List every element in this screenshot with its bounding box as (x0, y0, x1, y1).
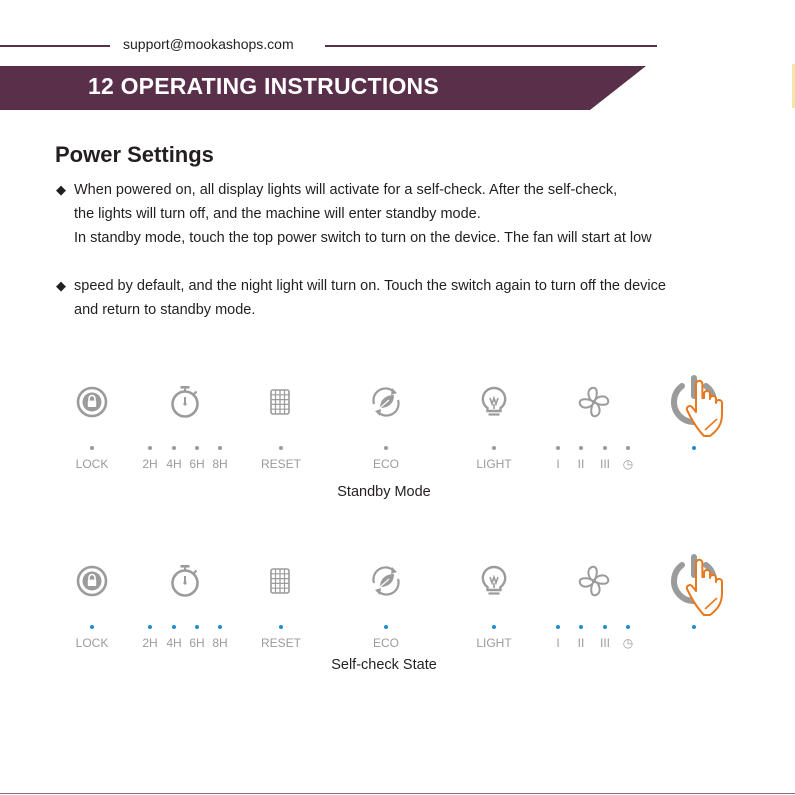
indicator-dot (492, 446, 496, 450)
bullet-diamond: ◆ (56, 278, 66, 293)
lock-icon (74, 384, 110, 420)
indicator-dot (603, 625, 607, 629)
indicator-dot (279, 446, 283, 450)
lock-icon (74, 563, 110, 599)
reset-label: RESET (260, 636, 302, 650)
indicator-dot (492, 625, 496, 629)
indicator-dot (384, 446, 388, 450)
timer-label-6h: 6H (189, 457, 205, 471)
reset-label: RESET (260, 457, 302, 471)
fan-speed-label-1: I (556, 457, 560, 471)
power-indicator-dot (692, 446, 696, 450)
indicator-dot (279, 625, 283, 629)
indicator-dot (218, 446, 222, 450)
indicator-dot (218, 625, 222, 629)
fan-speed-label-1: I (556, 636, 560, 650)
support-email: support@mookashops.com (123, 36, 294, 52)
timer-label-4h: 4H (166, 457, 182, 471)
section-title: Power Settings (55, 142, 214, 167)
indicator-dot (384, 625, 388, 629)
bullet-diamond: ◆ (56, 182, 66, 197)
timer-icon (167, 384, 203, 420)
timer-label-8h: 8H (212, 457, 228, 471)
fan-speed-label-2: II (577, 636, 585, 650)
fan-icon (576, 384, 612, 420)
timer-icon (167, 563, 203, 599)
indicator-dot (579, 625, 583, 629)
timer-label-4h: 4H (166, 636, 182, 650)
timer-label-2h: 2H (142, 636, 158, 650)
eco-leaf-icon (368, 384, 404, 420)
indicator-dot (195, 446, 199, 450)
bulb-icon (476, 563, 512, 599)
paragraph-1: ◆ When powered on, all display lights will activate for a self-check. After the self-check, the lights will turn off, and the machine will enter standby mode. In standby mode, touch the top power switch to turn on the device. The fan will start at low (56, 178, 652, 250)
timer-label-2h: 2H (142, 457, 158, 471)
header-line-left (0, 45, 110, 47)
indicator-dot (172, 446, 176, 450)
power-indicator-dot (692, 625, 696, 629)
control-panel-standby (0, 370, 795, 500)
bottom-rule (0, 793, 795, 794)
power-icon (666, 553, 736, 625)
timer-label-6h: 6H (189, 636, 205, 650)
page-title: 12 OPERATING INSTRUCTIONS (88, 73, 439, 99)
power-icon (666, 374, 736, 446)
paragraph-2: ◆ speed by default, and the night light will turn on. Touch the switch again to turn off the device and return to standby mode. (56, 274, 666, 322)
eco-label: ECO (372, 636, 400, 650)
indicator-dot (90, 446, 94, 450)
indicator-dot (148, 446, 152, 450)
indicator-dot (626, 446, 630, 450)
fan-icon (576, 563, 612, 599)
indicator-dot (172, 625, 176, 629)
fan-speed-label-2: II (577, 457, 585, 471)
light-label: LIGHT (476, 636, 512, 650)
eco-label: ECO (372, 457, 400, 471)
fan-speed-label-3: III (599, 636, 611, 650)
fan-speed-label-4: ◷ (622, 636, 634, 650)
indicator-dot (603, 446, 607, 450)
indicator-dot (626, 625, 630, 629)
filter-grid-icon (262, 563, 298, 599)
panel-caption: Self-check State (331, 657, 437, 673)
panel-caption: Standby Mode (337, 484, 431, 500)
lock-label: LOCK (75, 636, 109, 650)
indicator-dot (556, 625, 560, 629)
filter-grid-icon (262, 384, 298, 420)
indicator-dot (148, 625, 152, 629)
lock-label: LOCK (75, 457, 109, 471)
timer-label-8h: 8H (212, 636, 228, 650)
fan-speed-label-4: ◷ (622, 457, 634, 471)
light-label: LIGHT (476, 457, 512, 471)
indicator-dot (579, 446, 583, 450)
indicator-dot (90, 625, 94, 629)
bulb-icon (476, 384, 512, 420)
eco-leaf-icon (368, 563, 404, 599)
indicator-dot (195, 625, 199, 629)
control-panel-self-check (0, 549, 795, 679)
fan-speed-label-3: III (599, 457, 611, 471)
indicator-dot (556, 446, 560, 450)
header-line-right (325, 45, 657, 47)
